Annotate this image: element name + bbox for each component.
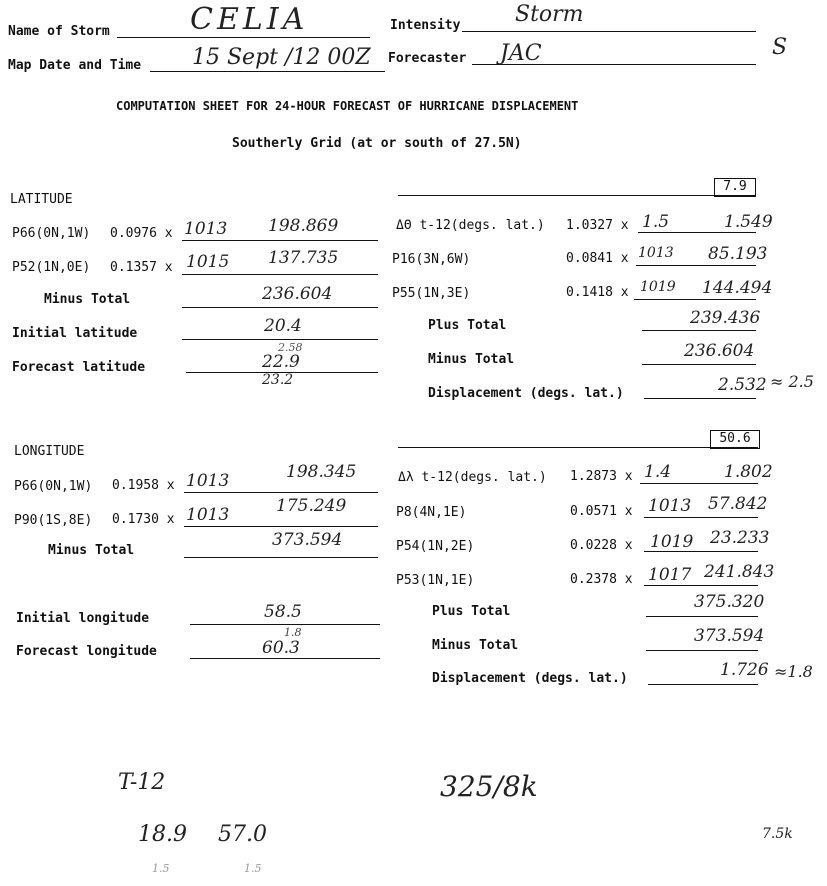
forecast-latitude-value: 22.9 [262,352,300,372]
initial-latitude-line [182,339,378,340]
lat-delta-label: ΔΘ t-12(degs. lat.) [396,218,545,233]
lon-p90-line [184,526,378,527]
lon-minus-total2-label: Minus Total [432,638,519,653]
lon-p90-coef: 0.1730 x [112,512,175,527]
lon-p66-input: 1013 [186,471,230,491]
lon-displacement-note: ≈1.8 [774,662,813,681]
lat-p16-label: P16(3N,6W) [392,252,471,267]
lat-p66-line [182,240,378,241]
lat-plus-total-value: 239.436 [690,308,761,328]
forecaster-label: Forecaster [388,51,467,66]
page-title: COMPUTATION SHEET FOR 24-HOUR FORECAST OF HURRICANE DISPLACEMENT [116,99,579,113]
lon-displacement-value: 1.726 [720,660,769,680]
note-lon-value: 57.0 [218,822,267,847]
lon-p54-input: 1019 [650,532,694,552]
lat-p16-coef: 0.0841 x [566,251,629,266]
map-date-label: Map Date and Time [8,58,142,73]
lon-delta-label: Δλ t-12(degs. lat.) [398,470,547,485]
note-lat-value: 18.9 [138,822,187,847]
latitude-box: 7.9 [714,178,756,197]
lon-minus-total-label: Minus Total [48,543,135,558]
initial-longitude-line [190,624,380,625]
note-speed: 7.5k [762,826,793,842]
lat-p66-result: 198.869 [268,216,339,236]
lon-p66-result: 198.345 [286,462,357,482]
storm-name-value: CELIA [190,2,309,37]
lon-p54-coef: 0.0228 x [570,538,633,553]
lon-p53-input: 1017 [648,565,692,585]
forecaster-value: JAC [500,41,542,66]
lat-p55-input: 1019 [640,279,676,295]
forecast-longitude-value: 60.3 [262,638,300,658]
lat-p55-label: P55(1N,3E) [392,286,471,301]
initial-longitude-label: Initial longitude [16,611,150,626]
intensity-line [462,31,756,32]
lon-p53-coef: 0.2378 x [570,572,633,587]
lon-p54-label: P54(1N,2E) [396,539,475,554]
lat-delta-line [638,232,756,233]
lon-minus-total2-line [646,650,758,651]
lon-plus-total-value: 375.320 [694,592,765,612]
page-subtitle: Southerly Grid (at or south of 27.5N) [232,136,522,151]
lat-p55-line [634,299,756,300]
lat-displacement-line [644,398,756,399]
lat-minus-total-line [182,307,378,308]
lon-p8-coef: 0.0571 x [570,504,633,519]
note-small-1: 1.5 [152,862,170,875]
lon-delta-result: 1.802 [724,462,773,482]
forecast-longitude-line [190,658,380,659]
corner-mark: S [772,35,788,60]
lat-displacement-note: ≈ 2.5 [770,372,814,391]
lat-p52-input: 1015 [186,252,230,272]
lon-p90-input: 1013 [186,505,230,525]
lat-minus-total2-line [642,364,756,365]
lon-minus-total-value: 373.594 [272,530,343,550]
lon-p53-result: 241.843 [704,562,775,582]
initial-latitude-value: 20.4 [264,316,302,336]
lon-minus-total-line [184,557,378,558]
initial-latitude-label: Initial latitude [12,326,138,341]
forecast-latitude-note: 23.2 [262,372,294,388]
lon-p90-result: 175.249 [276,496,347,516]
lat-p55-coef: 0.1418 x [566,285,629,300]
longitude-box: 50.6 [710,430,760,449]
lon-p66-coef: 0.1958 x [112,478,175,493]
lat-p52-coef: 0.1357 x [110,260,173,275]
lon-p8-input: 1013 [648,496,692,516]
initial-longitude-value: 58.5 [264,602,302,622]
lon-p90-label: P90(1S,8E) [14,513,93,528]
storm-name-line [117,37,370,38]
note-t12: T-12 [118,770,166,795]
forecast-longitude-label: Forecast longitude [16,644,157,659]
lat-p52-line [182,274,378,275]
lon-p8-line [644,517,758,518]
lon-displacement-line [648,684,758,685]
lon-p8-label: P8(4N,1E) [396,505,467,520]
lat-delta-result: 1.549 [724,212,773,232]
lat-minus-total2-value: 236.604 [684,341,755,361]
lon-delta-coef: 1.2873 x [570,469,633,484]
lon-p54-result: 23.233 [710,528,770,548]
lon-displacement-label: Displacement (degs. lat.) [432,671,628,686]
forecast-latitude-label: Forecast latitude [12,360,146,375]
lon-plus-total-line [646,616,758,617]
lat-minus-total-label: Minus Total [44,292,131,307]
lat-p66-coef: 0.0976 x [110,226,173,241]
intensity-value: Storm [515,2,584,27]
lon-p66-line [184,492,378,493]
lon-plus-total-label: Plus Total [432,604,511,619]
lat-displacement-value: 2.532 [718,375,767,395]
initial-latitude-note: 2.58 [278,341,303,354]
lon-p66-label: P66(0N,1W) [14,479,93,494]
lon-minus-total2-value: 373.594 [694,626,765,646]
lat-p55-result: 144.494 [702,278,773,298]
lat-p52-label: P52(1N,0E) [12,260,91,275]
longitude-heading: LONGITUDE [14,444,85,459]
lon-delta-input: 1.4 [644,462,672,482]
lat-p16-result: 85.193 [708,244,768,264]
note-small-2: 1.5 [244,862,262,875]
lat-plus-total-label: Plus Total [428,318,507,333]
lat-p66-label: P66(0N,1W) [12,226,91,241]
longitude-divider [398,447,758,448]
note-heading-speed: 325/8k [440,770,538,803]
lat-delta-input: 1.5 [642,212,670,232]
lat-delta-coef: 1.0327 x [566,218,629,233]
storm-name-label: Name of Storm [8,24,110,39]
latitude-divider [398,195,755,196]
lat-p16-line [636,265,756,266]
lon-p8-result: 57.842 [708,494,768,514]
map-date-value: 15 Sept /12 00Z [192,45,371,70]
intensity-label: Intensity [390,18,461,33]
lon-delta-line [640,483,758,484]
lat-plus-total-line [642,330,756,331]
lat-minus-total-value: 236.604 [262,284,333,304]
lat-p52-result: 137.735 [268,248,339,268]
lon-p53-label: P53(1N,1E) [396,573,475,588]
map-date-line [150,71,385,72]
lon-p53-line [644,585,758,586]
lat-minus-total2-label: Minus Total [428,352,515,367]
lat-p66-input: 1013 [184,219,228,239]
lat-displacement-label: Displacement (degs. lat.) [428,386,624,401]
latitude-heading: LATITUDE [10,192,73,207]
initial-longitude-note: 1.8 [284,626,302,639]
lat-p16-input: 1013 [638,245,674,261]
